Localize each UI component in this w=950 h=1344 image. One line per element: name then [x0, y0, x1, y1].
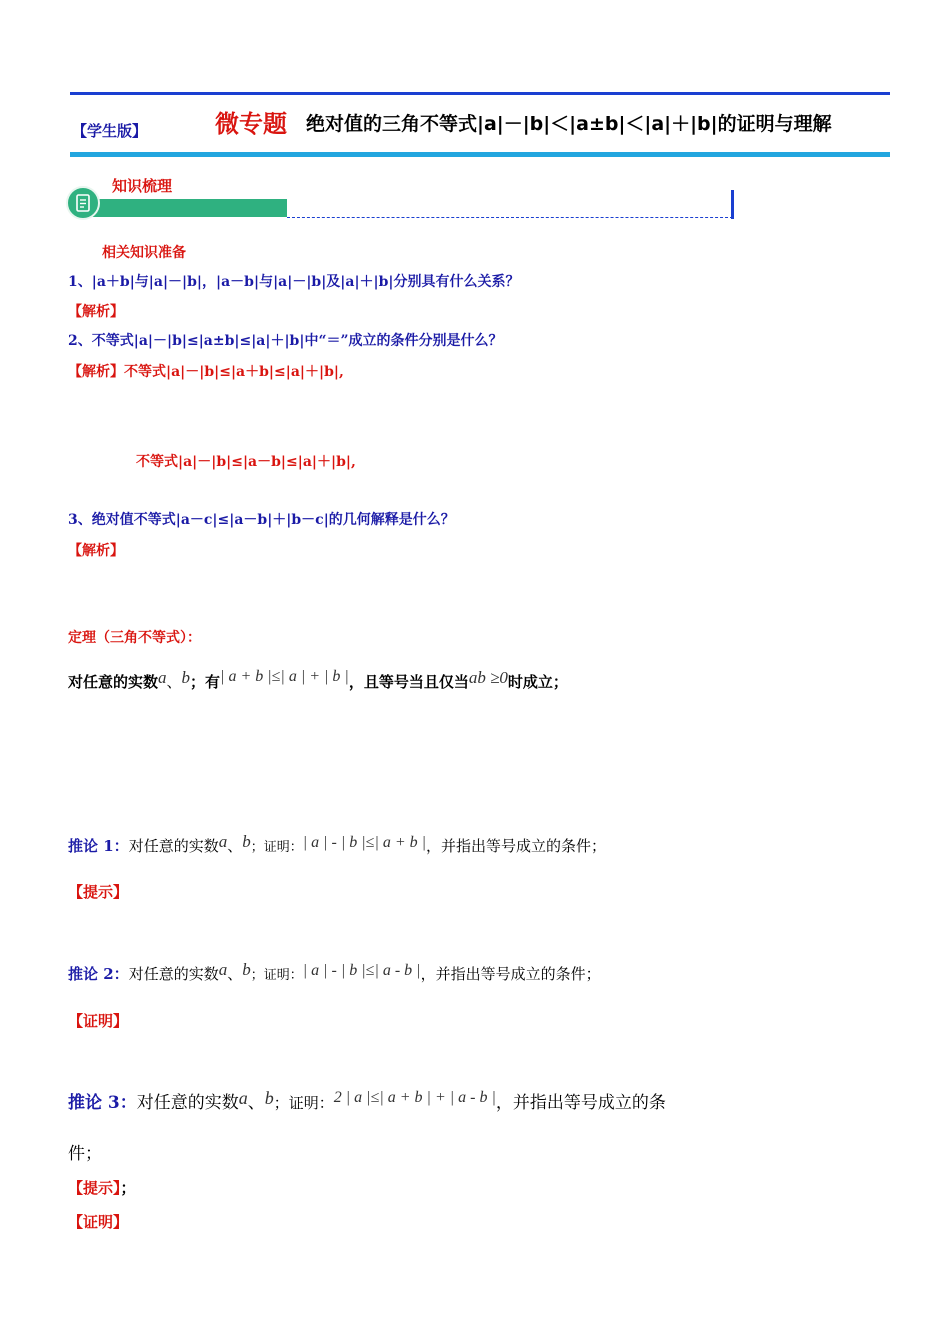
page-title: 绝对值的三角不等式|a|－|b|＜|a±b|＜|a|＋|b|的证明与理解 — [306, 113, 832, 135]
analysis-line-1: 不等式|a|－|b|≤|a＋b|≤|a|＋|b|, — [124, 364, 344, 380]
corollary-2-proof: 【证明】 — [68, 1012, 129, 1030]
corollary-2: 推论 2：对任意的实数a、b；证明：| a | - | b |≤| a - b |，并指出等号成立的条件； — [68, 960, 601, 983]
question-3-analysis: 【解析】 — [68, 543, 124, 559]
corollary-3-label: 推论 3 — [68, 1093, 120, 1113]
corollary-2-math: | a | - | b |≤| a - b | — [302, 962, 421, 979]
title-prefix: 微专题 — [215, 110, 287, 138]
section-banner-dashline — [287, 217, 733, 218]
corollary-3-hint: 【提示】； — [68, 1179, 136, 1197]
math-a: a — [158, 668, 167, 687]
section-title: 知识梳理 — [112, 177, 173, 195]
question-3: 3、绝对值不等式|a－c|≤|a－b|＋|b－c|的几何解释是什么？ — [68, 512, 455, 528]
math-condition: ab ≥0 — [468, 668, 508, 687]
question-1-analysis: 【解析】 — [68, 304, 124, 320]
corollary-3-continuation: 件； — [68, 1144, 102, 1164]
math-b: b — [181, 668, 191, 687]
question-2: 2、不等式|a|－|b|≤|a±b|≤|a|＋|b|中“＝”成立的条件分别是什么？ — [68, 333, 503, 349]
header-bottom-rule — [70, 152, 890, 157]
document-icon — [66, 186, 100, 220]
edition-label: 【学生版】 — [72, 122, 148, 140]
corollary-2-label: 推论 2 — [68, 965, 114, 983]
theorem-title: 定理（三角不等式）： — [68, 630, 201, 646]
corollary-1: 推论 1：对任意的实数a、b；证明：| a | - | b |≤| a + b |，并指出等号成立的条件； — [68, 832, 607, 855]
corollary-3: 推论 3：对任意的实数a、b；证明：2 | a |≤| a + b | + | a - b |，并指出等号成立的条 — [68, 1088, 666, 1113]
section-banner-edge — [731, 190, 734, 219]
math-inequality: | a + b |≤| a | + | b | — [220, 668, 349, 685]
corollary-1-math: | a | - | b |≤| a + b | — [302, 834, 427, 851]
corollary-1-hint: 【提示】 — [68, 883, 129, 901]
question-1: 1、|a＋b|与|a|－|b|，|a－b|与|a|－|b|及|a|＋|b|分别具有什么关系？ — [68, 274, 520, 290]
corollary-1-label: 推论 1 — [68, 837, 114, 855]
theorem-statement: 对任意的实数a、b；有| a + b |≤| a | + | b |，且等号当且仅当ab ≥0时成立； — [68, 668, 568, 691]
section-banner-bar — [92, 199, 287, 217]
header-top-rule — [70, 92, 890, 95]
subheading: 相关知识准备 — [102, 245, 186, 261]
question-2-analysis-line-2: 不等式|a|－|b|≤|a－b|≤|a|＋|b|, — [136, 454, 356, 470]
question-2-analysis — [68, 361, 344, 381]
analysis-label: 【解析】 — [68, 364, 124, 380]
corollary-3-math: 2 | a |≤| a + b | + | a - b | — [333, 1089, 496, 1106]
corollary-3-proof: 【证明】 — [68, 1213, 129, 1231]
